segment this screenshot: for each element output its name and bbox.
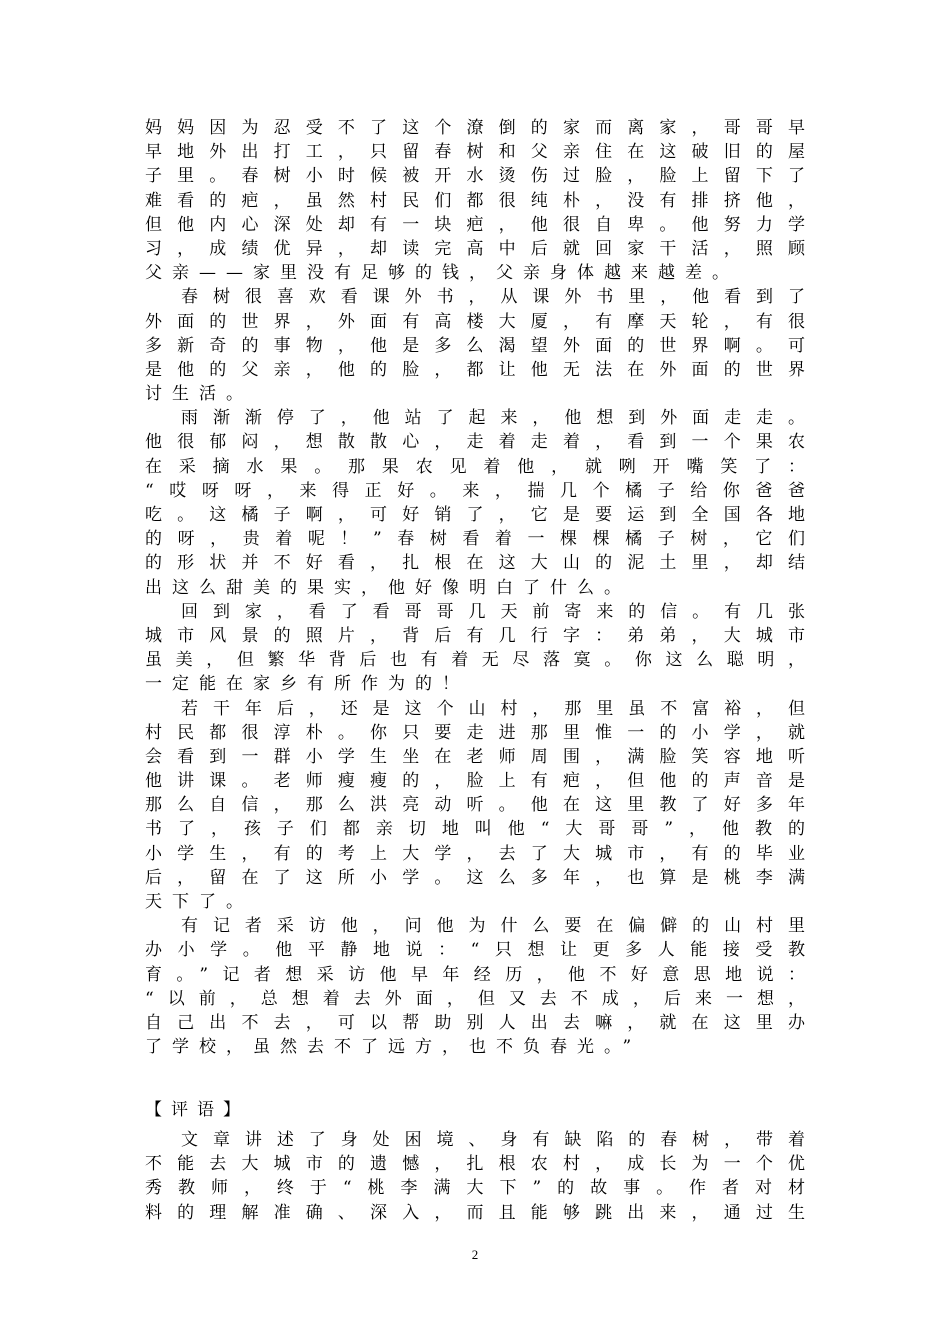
text-line: 春树很喜欢看课外书，从课外书里，他看到了 bbox=[181, 287, 805, 308]
text-line: 秀教师，终于“桃李满大下”的故事。作者对材 bbox=[145, 1178, 805, 1199]
text-line: 他讲课。老师瘦瘦的，脸上有疤，但他的声音是 bbox=[145, 771, 805, 792]
comment-heading: 【评语】 bbox=[145, 1100, 249, 1120]
text-line: 子里。春树小时候被开水烫伤过脸，脸上留下了 bbox=[145, 166, 805, 187]
text-line: 是他的父亲，他的脸，都让他无法在外面的世界 bbox=[145, 359, 805, 380]
text-line: 会看到一群小学生坐在老师周围，满脸笑容地听 bbox=[145, 746, 805, 767]
text-line: 外面的世界，外面有高楼大厦，有摩天轮，有很 bbox=[145, 311, 805, 332]
text-line: 妈妈因为忍受不了这个潦倒的家而离家，哥哥早 bbox=[145, 118, 805, 138]
text-line: 的形状并不好看，扎根在这大山的泥土里，却结 bbox=[145, 553, 805, 574]
text-line: 办小学。他平静地说：“只想让更多人能接受教 bbox=[145, 940, 805, 961]
text-line: 村民都很淳朴。你只要走进那里惟一的小学，就 bbox=[145, 722, 805, 743]
text-line: 不能去大城市的遗憾，扎根农村，成长为一个优 bbox=[145, 1154, 805, 1175]
text-line: 但他内心深处却有一块疤，他很自卑。他努力学 bbox=[145, 214, 805, 235]
text-line: 后，留在了这所小学。这么多年，也算是桃李满 bbox=[145, 867, 805, 888]
story-paragraph bbox=[145, 914, 805, 1059]
text-line: 了学校，虽然去不了远方，也不负春光。” bbox=[145, 1037, 642, 1058]
story-paragraph bbox=[145, 697, 805, 915]
text-line: 难看的疤，虽然村民们都很纯朴，没有排挤他， bbox=[145, 190, 805, 211]
text-line: 父亲——家里没有足够的钱，父亲身体越来越差。 bbox=[145, 263, 739, 284]
text-line: “以前，总想着去外面，但又去不成，后来一想， bbox=[145, 988, 805, 1009]
text-line: 习，成绩优异，却读完高中后就回家干活，照顾 bbox=[145, 238, 805, 259]
text-line: 的呀，贵着呢！”春树看着一棵棵橘子树，它们 bbox=[145, 529, 805, 550]
text-line: 虽美，但繁华背后也有着无尽落寞。你这么聪明， bbox=[145, 650, 805, 671]
text-line: 雨渐渐停了，他站了起来，他想到外面走走。 bbox=[181, 408, 805, 429]
text-line: 讨生活。 bbox=[145, 384, 253, 405]
story-text bbox=[145, 116, 805, 1059]
text-line: 有记者采访他，问他为什么要在偏僻的山村里 bbox=[181, 916, 805, 937]
page-number: 2 bbox=[471, 1247, 479, 1262]
text-line: 料的理解准确、深入，而且能够跳出来，通过生 bbox=[145, 1202, 805, 1223]
story-paragraph bbox=[145, 116, 805, 285]
text-line: 早地外出打工，只留春树和父亲住在这破旧的屋 bbox=[145, 142, 805, 163]
text-line: 吃。这橘子啊，可好销了，它是要运到全国各地 bbox=[145, 505, 805, 525]
text-line: 自己出不去，可以帮助别人出去嘛，就在这里办 bbox=[145, 1012, 805, 1033]
story-paragraph bbox=[145, 285, 805, 406]
text-line: 他很郁闷，想散散心，走着走着，看到一个果农 bbox=[145, 432, 805, 453]
text-line: 育。”记者想采访他早年经历，他不好意思地说： bbox=[145, 964, 805, 985]
text-line: 文章讲述了身处困境、身有缺陷的春树，带着 bbox=[181, 1130, 805, 1150]
text-line: 出这么甜美的果实，他好像明白了什么。 bbox=[145, 577, 631, 598]
text-line: 回到家，看了看哥哥几天前寄来的信。有几张 bbox=[181, 601, 805, 622]
text-line: 若干年后，还是这个山村，那里虽不富裕，但 bbox=[181, 698, 805, 719]
story-paragraph bbox=[145, 406, 805, 600]
text-line: 一定能在家乡有所作为的！ bbox=[145, 674, 469, 695]
text-line: 多新奇的事物，他是多么渴望外面的世界啊。可 bbox=[145, 335, 805, 356]
story-paragraph bbox=[145, 600, 805, 697]
text-line: 书了，孩子们都亲切地叫他“大哥哥”，他教的 bbox=[145, 819, 805, 840]
text-line: 天下了。 bbox=[145, 892, 253, 912]
text-line: 城市风景的照片，背后有几行字：弟弟，大城市 bbox=[145, 625, 805, 646]
text-line: 小学生，有的考上大学，去了大城市，有的毕业 bbox=[145, 843, 805, 864]
comment-text bbox=[145, 1128, 805, 1225]
text-line: “哎呀呀，来得正好。来，揣几个橘子给你爸爸 bbox=[145, 480, 805, 501]
text-line: 在采摘水果。那果农见着他，就咧开嘴笑了： bbox=[145, 456, 805, 477]
text-line: 那么自信，那么洪亮动听。他在这里教了好多年 bbox=[145, 795, 805, 816]
